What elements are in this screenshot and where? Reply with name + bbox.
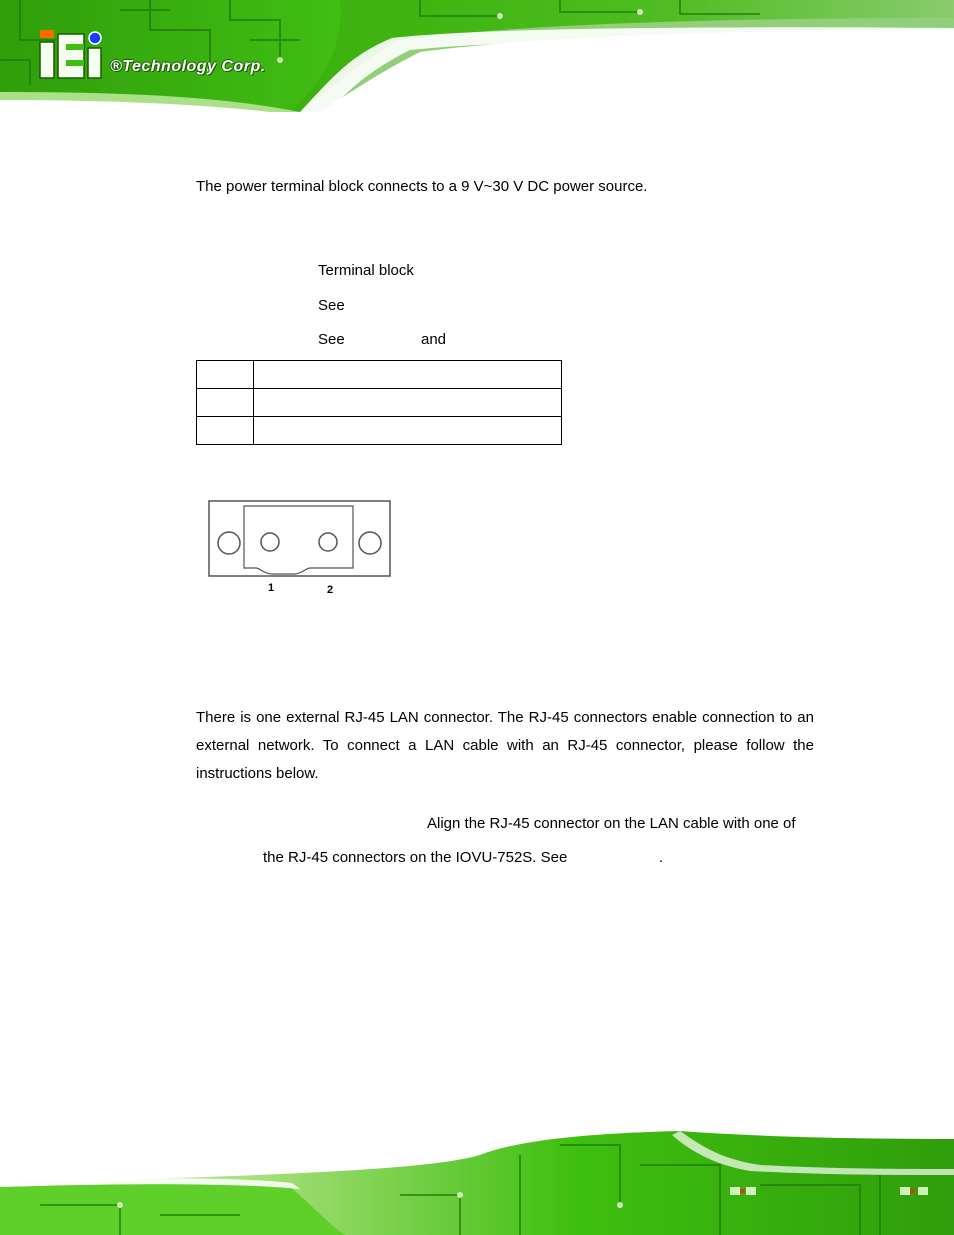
- logo-tagline: ®Technology Corp.: [110, 58, 266, 75]
- table-cell: [197, 389, 254, 417]
- table-cell: [197, 417, 254, 445]
- table-row: [197, 361, 562, 389]
- spec-pinouts-and: and: [421, 331, 447, 348]
- lan-step1-line2: the RJ-45 connectors on the IOVU-752S. See: [263, 849, 568, 866]
- lan-description-paragraph: There is one external RJ-45 LAN connector. The RJ-45 connectors enable connection to an external network. To connect a LAN cable with an RJ-45 connector, please follow the instructions below.: [196, 709, 814, 782]
- table-cell: [254, 417, 562, 445]
- spec-location-value: See: [318, 297, 345, 314]
- power-intro-text: The power terminal block connects to a 9 V~30 V DC power source.: [196, 178, 648, 195]
- lan-step1-period: .: [659, 849, 664, 866]
- table-cell: [197, 361, 254, 389]
- table-row: [197, 417, 562, 445]
- terminal-block-drawing: [206, 498, 396, 600]
- lan-step1-line1: Align the RJ-45 connector on the LAN cable with one of: [427, 815, 796, 832]
- power-pinout-table: [196, 360, 562, 445]
- page-footer-banner: [0, 1125, 954, 1235]
- circuit-board-header-graphic: [0, 0, 954, 112]
- spec-type-value: Terminal block: [318, 262, 414, 279]
- pin-label-1: 1: [268, 582, 275, 594]
- pin-label-2: 2: [327, 584, 334, 596]
- iei-logo: [40, 30, 101, 78]
- table-row: [197, 389, 562, 417]
- table-cell: [254, 361, 562, 389]
- spec-pinouts-see: See: [318, 331, 345, 348]
- terminal-block-connector-diagram: [206, 498, 396, 600]
- table-cell: [254, 389, 562, 417]
- page-header-banner: [0, 0, 954, 112]
- circuit-board-footer-graphic: [0, 1125, 954, 1235]
